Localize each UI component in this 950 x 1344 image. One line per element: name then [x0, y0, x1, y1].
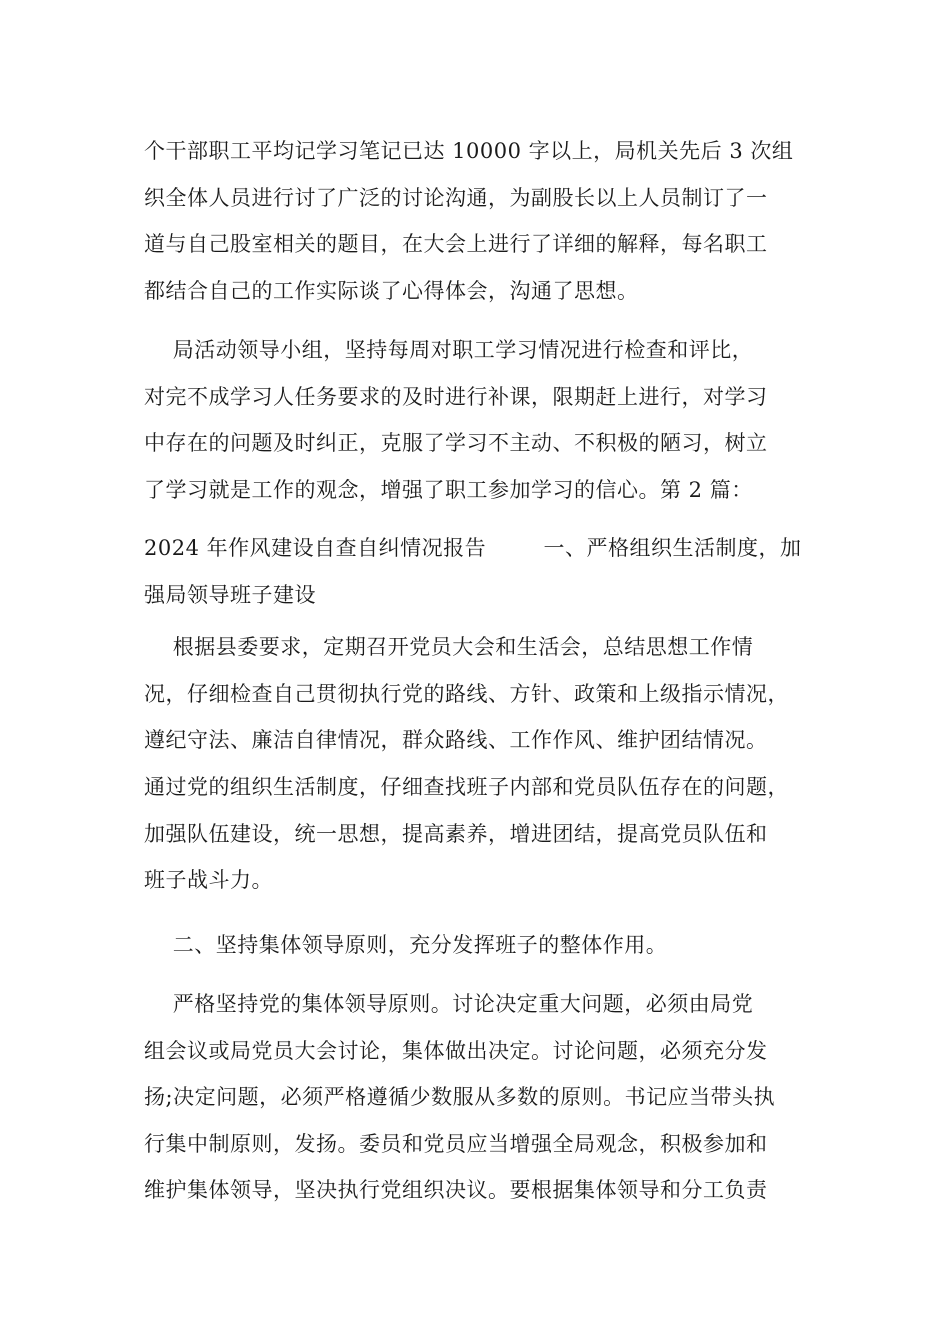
text-line: 加强队伍建设，统一思想，提高素养，增进团结，提高党员队伍和 — [144, 822, 768, 846]
text-line: 根据县委要求，定期召开党员大会和生活会，总结思想工作情 — [144, 635, 754, 659]
text-line: 了学习就是工作的观念，增强了职工参加学习的信心。第 2 篇： — [144, 478, 753, 502]
text-line: 都结合自己的工作实际谈了心得体会，沟通了思想。 — [144, 279, 639, 303]
text-line: 强局领导班子建设 — [144, 583, 316, 607]
text-line: 班子战斗力。 — [144, 868, 273, 892]
text-line: 扬;决定问题，必须严格遵循少数服从多数的原则。书记应当带头执 — [144, 1085, 776, 1109]
text-line: 道与自己股室相关的题目，在大会上进行了详细的解释，每名职工 — [144, 232, 768, 256]
text-line: 2024 年作风建设自查自纠情况报告 一、严格组织生活制度，加 — [144, 536, 802, 560]
text-line: 对完不成学习人任务要求的及时进行补课，限期赶上进行，对学习 — [144, 385, 768, 409]
text-line: 况，仔细检查自己贯彻执行党的路线、方针、政策和上级指示情况， — [144, 682, 789, 706]
text-line: 严格坚持党的集体领导原则。讨论决定重大问题，必须由局党 — [144, 992, 754, 1016]
text-line: 中存在的问题及时纠正，克服了学习不主动、不积极的陋习，树立 — [144, 431, 768, 455]
text-line: 个干部职工平均记学习笔记已达 10000 字以上，局机关先后 3 次组 — [144, 139, 794, 163]
text-line: 二、坚持集体领导原则，充分发挥班子的整体作用。 — [144, 933, 668, 957]
text-line: 行集中制原则，发扬。委员和党员应当增强全局观念，积极参加和 — [144, 1132, 768, 1156]
text-line: 遵纪守法、廉洁自律情况，群众路线、工作作风、维护团结情况。 — [144, 728, 768, 752]
text-line: 维护集体领导，坚决执行党组织决议。要根据集体领导和分工负责 — [144, 1178, 768, 1202]
text-line: 织全体人员进行讨了广泛的讨论沟通，为副股长以上人员制订了一 — [144, 186, 768, 210]
text-line: 通过党的组织生活制度，仔细查找班子内部和党员队伍存在的问题， — [144, 775, 789, 799]
text-line: 局活动领导小组，坚持每周对职工学习情况进行检查和评比， — [144, 338, 754, 362]
text-line: 组会议或局党员大会讨论，集体做出决定。讨论问题，必须充分发 — [144, 1039, 768, 1063]
